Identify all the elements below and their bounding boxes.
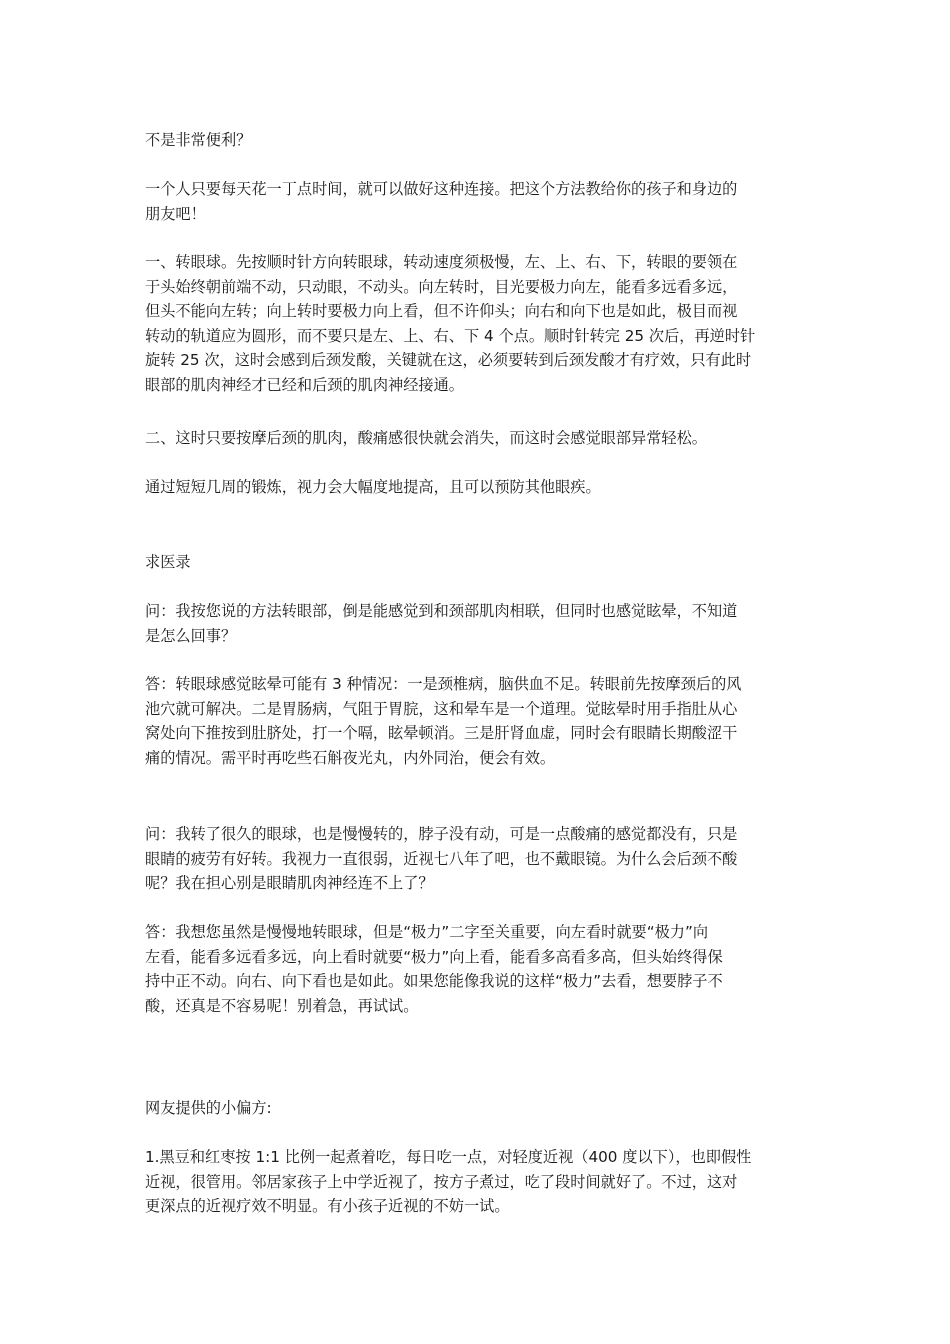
text-line: 问：我转了很久的眼球，也是慢慢转的，脖子没有动，可是一点酸痛的感觉都没有，只是: [145, 825, 738, 843]
text-line: 酸，还真是不容易呢！别着急，再试试。: [145, 996, 419, 1015]
text-line: 网友提供的小偏方:: [145, 1099, 272, 1117]
paragraph-result: [145, 475, 810, 500]
paragraph-answer-two: [145, 920, 810, 1018]
section-heading-remedies: [145, 1096, 810, 1121]
text-line: 池穴就可解决。二是胃肠病，气阻于胃脘，这和晕车是一个道理。觉眩晕时用手指肚从心: [145, 699, 738, 718]
text-line: 左看，能看多远看多远，向上看时就要“极力”向上看，能看多高看多高，但头始终得保: [145, 947, 723, 966]
text-line: 不是非常便利？: [145, 131, 252, 149]
paragraph-intro-question: [145, 128, 810, 153]
text-line: 眼睛的疲劳有好转。我视力一直很弱，近视七八年了吧，也不戴眼镜。为什么会后颈不酸: [145, 849, 738, 868]
text-line: 旋转 25 次，这时会感到后颈发酸，关键就在这，必须要转到后颈发酸才有疗效，只有此时: [145, 351, 752, 369]
paragraph-question-two: [145, 822, 810, 896]
text-line: 持中正不动。向右、向下看也是如此。如果您能像我说的这样“极力”去看，想要脖子不: [145, 972, 723, 990]
text-line: 答：转眼球感觉眩晕可能有 3 种情况：一是颈椎病，脑供血不足。转眼前先按摩颈后的风: [145, 675, 742, 693]
text-line: 于头始终朝前端不动，只动眼，不动头。向左转时，目光要极力向左，能看多远看多远，: [145, 277, 738, 296]
text-line: 通过短短几周的锻炼，视力会大幅度地提高，且可以预防其他眼疾。: [145, 478, 601, 496]
text-line: 朋友吧！: [145, 204, 206, 223]
text-line: 一个人只要每天花一丁点时间，就可以做好这种连接。把这个方法教给你的孩子和身边的: [145, 180, 738, 198]
paragraph-connection: [145, 177, 810, 226]
paragraph-step-one: [145, 250, 810, 397]
text-line: 眼部的肌肉神经才已经和后颈的肌肉神经接通。: [145, 375, 464, 394]
text-line: 1.黑豆和红枣按 1:1 比例一起煮着吃，每日吃一点，对轻度近视（400 度以下），也即假性: [145, 1148, 752, 1166]
text-line: 窝处向下推按到肚脐处，打一个嗝，眩晕顿消。三是肝肾血虚，同时会有眼睛长期酸涩干: [145, 724, 738, 742]
text-line: 问：我按您说的方法转眼部，倒是能感觉到和颈部肌肉相联，但同时也感觉眩晕，不知道: [145, 602, 738, 620]
text-line: 求医录: [145, 553, 191, 571]
text-line: 但头不能向左转；向上转时要极力向上看，但不许仰头；向右和向下也是如此，极目而视: [145, 302, 738, 320]
section-heading-qiuyilu: [145, 550, 810, 575]
text-line: 痛的情况。需平时再吃些石斛夜光丸，内外同治，便会有效。: [145, 748, 556, 767]
text-line: 答：我想您虽然是慢慢地转眼球，但是“极力”二字至关重要，向左看时就要“极力”向: [145, 923, 709, 941]
text-line: 是怎么回事？: [145, 626, 237, 645]
text-line: 转动的轨道应为圆形，而不要只是左、上、右、下 4 个点。顺时针转完 25 次后，再逆时针: [145, 326, 756, 345]
text-line: 二、这时只要按摩后颈的肌肉，酸痛感很快就会消失，而这时会感觉眼部异常轻松。: [145, 429, 707, 447]
text-line: 更深点的近视疗效不明显。有小孩子近视的不妨一试。: [145, 1197, 510, 1215]
paragraph-question-one: [145, 599, 810, 648]
paragraph-step-two: [145, 426, 810, 451]
paragraph-answer-one: [145, 672, 810, 770]
text-line: 呢？我在担心别是眼睛肌肉神经连不上了？: [145, 874, 434, 892]
paragraph-remedy-one: [145, 1145, 810, 1219]
text-line: 一、转眼球。先按顺时针方向转眼球，转动速度须极慢，左、上、右、下，转眼的要领在: [145, 253, 738, 271]
text-line: 近视，很管用。邻居家孩子上中学近视了，按方子煮过，吃了段时间就好了。不过，这对: [145, 1172, 738, 1191]
